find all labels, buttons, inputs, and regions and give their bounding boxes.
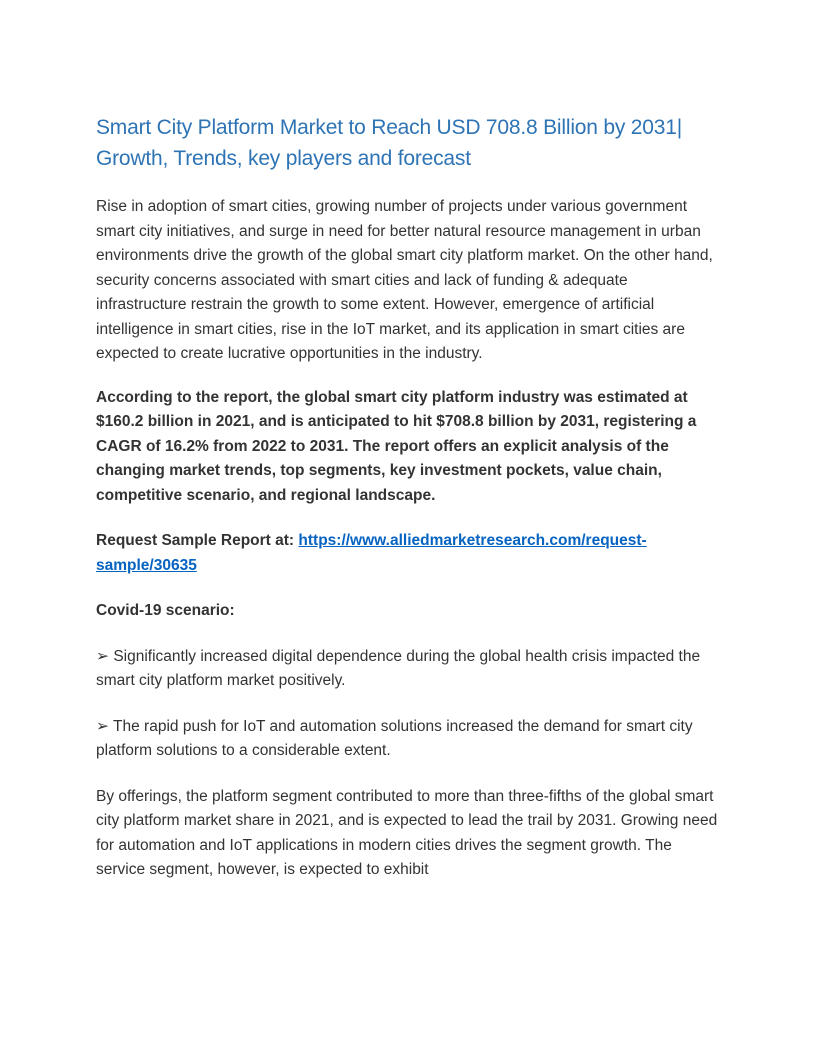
sample-request-label: Request Sample Report at: (96, 532, 299, 549)
bullet-item (96, 645, 720, 694)
article-title: Smart City Platform Market to Reach USD 708.8 Billion by 2031| Growth, Trends, key players and forecast (96, 116, 682, 170)
bullet-text: The rapid push for IoT and automation solutions increased the demand for smart city platform solutions to a considerable extent. (96, 717, 693, 759)
bullet-item (96, 715, 720, 764)
arrow-bullet-icon: ➢ (96, 647, 109, 665)
intro-paragraph: Rise in adoption of smart cities, growing number of projects under various government smart city initiatives, and surge in need for better natural resource management in urban environments drive the growth of the global smart city platform market. On the other hand, security concerns associated with smart cities and lack of funding & adequate infrastructure restrain the growth to some extent. However, emergence of artificial intelligence in smart cities, rise in the IoT market, and its application in smart cities are expected to create lucrative opportunities in the industry. (96, 198, 713, 362)
covid-heading: Covid-19 scenario: (96, 602, 235, 619)
sample-request-paragraph (96, 529, 720, 578)
report-summary-paragraph: According to the report, the global smart city platform industry was estimated at $160.2 billion in 2021, and is anticipated to hit $708.8 billion by 2031, registering a CAGR of 16.2% from 2022 to 2031. The report offers an explicit analysis of the changing market trends, top segments, key investment pockets, value chain, competitive scenario, and regional landscape. (96, 388, 697, 504)
arrow-bullet-icon: ➢ (96, 717, 109, 735)
bullet-text: Significantly increased digital dependence during the global health crisis impacted the smart city platform market positively. (96, 647, 701, 689)
document-page (96, 112, 720, 904)
sample-request-link[interactable]: https://www.alliedmarketresearch.com/request-sample/30635 (96, 532, 647, 574)
offerings-paragraph: By offerings, the platform segment contributed to more than three-fifths of the global smart city platform market share in 2021, and is expected to lead the trail by 2031. Growing need for automation and IoT applications in modern cities drives the segment growth. The service segment, however, is expected to exhibit (96, 787, 718, 878)
